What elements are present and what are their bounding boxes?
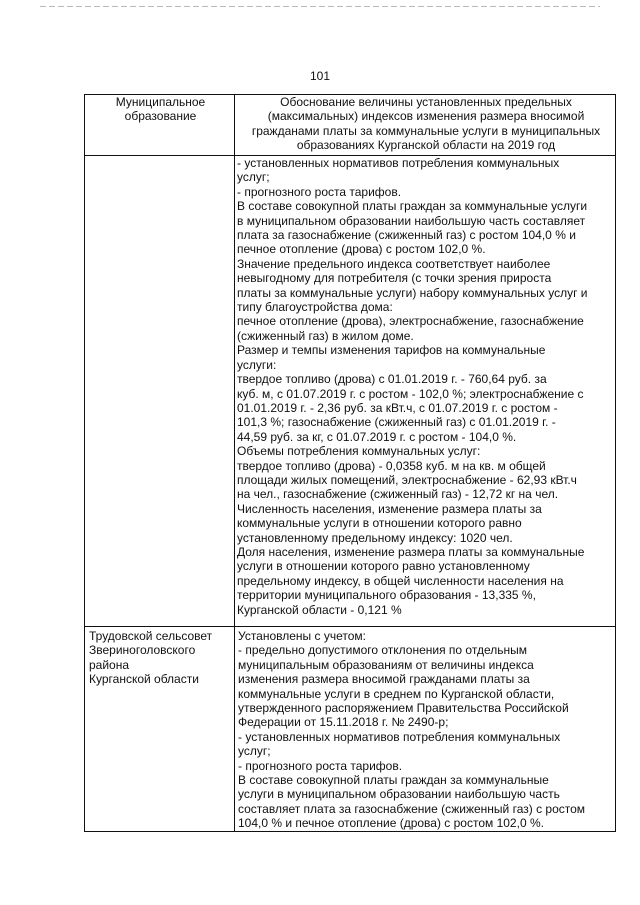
text-line: плата за газоснабжение (сжиженный газ) с ростом 104,0 % и <box>237 228 576 243</box>
text-line: 104,0 % и печное отопление (дрова) с ростом 102,0 %. <box>238 816 544 831</box>
text-line: услуги: <box>237 357 277 372</box>
text-line: - прогнозного роста тарифов. <box>237 184 402 199</box>
text-line: установленному предельному индексу: 1020 чел. <box>237 530 513 545</box>
text-line: платы за коммунальные услуги) набору коммунальных услуг и <box>237 285 588 300</box>
header-municipality: Муниципальное образование <box>85 95 235 156</box>
text-line: - установленных нормативов потребления коммунальных <box>238 729 561 744</box>
text-line: коммунальные услуги в среднем по Курганской области, <box>238 686 555 701</box>
text-line: Численность населения, изменение размера платы за <box>237 501 542 516</box>
text-line: услуги в отношении которого равно установленному <box>237 559 530 574</box>
text-line: услуг; <box>237 170 270 185</box>
text-line: изменения размера вносимой гражданами платы за <box>238 672 530 687</box>
justification-cell <box>235 156 616 627</box>
table-header-row <box>85 95 616 156</box>
text-line: Размер и темпы изменения тарифов на коммунальные <box>237 343 546 358</box>
municipality-cell <box>85 627 235 832</box>
table-row <box>85 156 616 627</box>
text-line: Федерации от 15.11.2018 г. № 2490-р; <box>238 715 449 730</box>
text-line: коммунальные услуги в отношении которого равно <box>237 516 522 531</box>
text-line: - предельно допустимого отклонения по отдельным <box>238 643 527 658</box>
text-line: Трудовской сельсовет <box>89 629 213 643</box>
text-line: составляет плата за газоснабжение (сжиженный газ) с ростом <box>238 801 586 816</box>
text-line: Курганской области - 0,121 % <box>237 602 402 617</box>
scan-artifact-line <box>40 6 600 7</box>
text-line: утвержденного распоряжением Правительства Российской <box>238 701 569 716</box>
text-line: (сжиженный газ) в жилом доме. <box>237 328 414 343</box>
text-line: типу благоустройства дома: <box>237 300 393 315</box>
text-line: В составе совокупной платы граждан за коммунальные услуги <box>237 199 588 214</box>
text-line: куб. м, с 01.07.2019 г. с ростом - 102,0 %; электроснабжение с <box>237 386 584 401</box>
text-line: муниципальным образованиям от величины индекса <box>238 657 534 672</box>
header-justification: Обоснование величины установленных предельных (максимальных) индексов изменения размера вносимой гражданами платы за коммунальные услуги в муниципальных образованиях Курганской области на 2019 год <box>235 95 616 156</box>
text-line: на чел., газоснабжение (сжиженный газ) - 12,72 кг на чел. <box>237 487 559 502</box>
text-line: Курганской области <box>89 672 199 687</box>
text-line: 44,59 руб. за кг, с 01.07.2019 г. с ростом - 104,0 %. <box>237 429 517 444</box>
text-line: Звериноголовского <box>89 643 196 658</box>
text-line: - установленных нормативов потребления коммунальных <box>237 156 560 170</box>
text-line: Объемы потребления коммунальных услуг: <box>237 444 481 459</box>
text-line: площади жилых помещений, электроснабжение - 62,93 кВт.ч <box>237 472 577 487</box>
text-line: печное отопление (дрова) с ростом 102,0 %. <box>237 242 486 257</box>
text-line: территории муниципального образования - 13,335 %, <box>237 588 536 603</box>
text-line: твердое топливо (дрова) с 01.01.2019 г. - 760,64 руб. за <box>237 372 547 387</box>
text-line: невыгодному для потребителя (с точки зрения прироста <box>237 271 552 286</box>
text-line: - прогнозного роста тарифов. <box>238 758 403 773</box>
page-number: 101 <box>309 69 331 83</box>
justification-cell <box>235 627 616 832</box>
text-line: Доля населения, изменение размера платы за коммунальные <box>237 544 585 559</box>
text-line: предельному индексу, в общей численности населения на <box>237 573 564 588</box>
text-line: 101,3 %; газоснабжение (сжиженный газ) с 01.01.2019 г. - <box>237 415 556 430</box>
municipality-cell <box>85 156 235 627</box>
tariff-justification-table <box>84 94 616 832</box>
text-line: В составе совокупной платы граждан за коммунальные <box>238 773 549 788</box>
text-line: района <box>89 657 130 672</box>
text-line: твердое топливо (дрова) - 0,0358 куб. м на кв. м общей <box>237 458 546 473</box>
text-line: Значение предельного индекса соответствует наиболее <box>237 256 551 271</box>
text-line: услуг; <box>238 744 271 759</box>
text-line: услуги в муниципальном образовании наибольшую часть <box>238 787 560 802</box>
text-line: печное отопление (дрова), электроснабжение, газоснабжение <box>237 314 584 329</box>
text-line: 01.01.2019 г. - 2,36 руб. за кВт.ч, с 01.07.2019 г. с ростом - <box>237 400 558 415</box>
text-line: в муниципальном образовании наибольшую часть составляет <box>237 213 586 228</box>
table-row <box>85 627 616 832</box>
text-line: Установлены с учетом: <box>238 629 366 643</box>
